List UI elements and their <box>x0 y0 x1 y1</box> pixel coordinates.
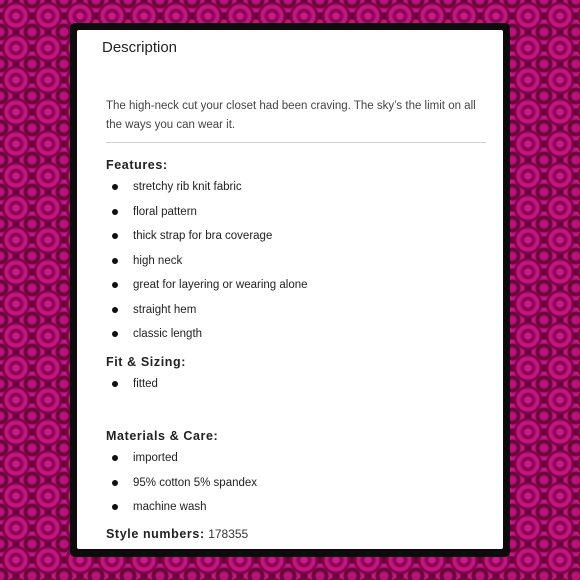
bullet-dot-icon <box>112 331 118 337</box>
list-item-text: floral pattern <box>133 205 197 218</box>
bullet-dot-icon <box>112 233 118 239</box>
list-item-text: imported <box>133 452 178 464</box>
bullet-dot-icon <box>112 258 118 264</box>
features-heading: Features: <box>106 158 168 172</box>
list-item-text: great for layering or wearing alone <box>133 279 308 291</box>
bullet-dot-icon <box>112 381 118 387</box>
list-item-text: fitted <box>133 378 158 390</box>
list-item-text: thick strap for bra coverage <box>133 230 273 242</box>
list-item <box>106 253 308 278</box>
list-item <box>106 277 308 302</box>
description-card <box>77 30 503 549</box>
card-title: Description <box>102 39 178 56</box>
bullet-dot-icon <box>112 282 118 288</box>
list-item <box>106 179 308 204</box>
list-item <box>106 376 158 401</box>
materials-care-heading: Materials & Care: <box>106 429 219 443</box>
list-item <box>106 475 257 500</box>
style-numbers <box>106 527 248 541</box>
style-numbers-label: Style numbers: <box>106 527 205 541</box>
divider <box>106 142 486 143</box>
materials-care-list <box>106 450 257 524</box>
list-item-text: 95% cotton 5% spandex <box>133 476 258 489</box>
list-item <box>106 228 308 253</box>
product-description: The high-neck cut your closet had been craving. The sky’s the limit on all the ways you can wear it. <box>106 100 476 131</box>
list-item <box>106 499 257 524</box>
bullet-dot-icon <box>112 455 118 461</box>
list-item <box>106 302 308 327</box>
bullet-dot-icon <box>112 307 118 313</box>
fit-sizing-heading: Fit & Sizing: <box>106 355 187 369</box>
fit-sizing-list <box>106 376 158 401</box>
bullet-dot-icon <box>112 184 118 190</box>
bullet-dot-icon <box>112 209 118 215</box>
style-numbers-value: 178355 <box>208 527 249 541</box>
list-item-text: straight hem <box>133 303 197 316</box>
features-list <box>106 179 308 351</box>
list-item-text: classic length <box>133 328 203 340</box>
list-item <box>106 326 308 351</box>
bullet-dot-icon <box>112 504 118 510</box>
list-item <box>106 450 257 475</box>
list-item-text: stretchy rib knit fabric <box>133 181 242 193</box>
list-item <box>106 204 308 229</box>
list-item-text: machine wash <box>133 501 207 513</box>
bullet-dot-icon <box>112 480 118 486</box>
list-item-text: high neck <box>133 254 183 267</box>
